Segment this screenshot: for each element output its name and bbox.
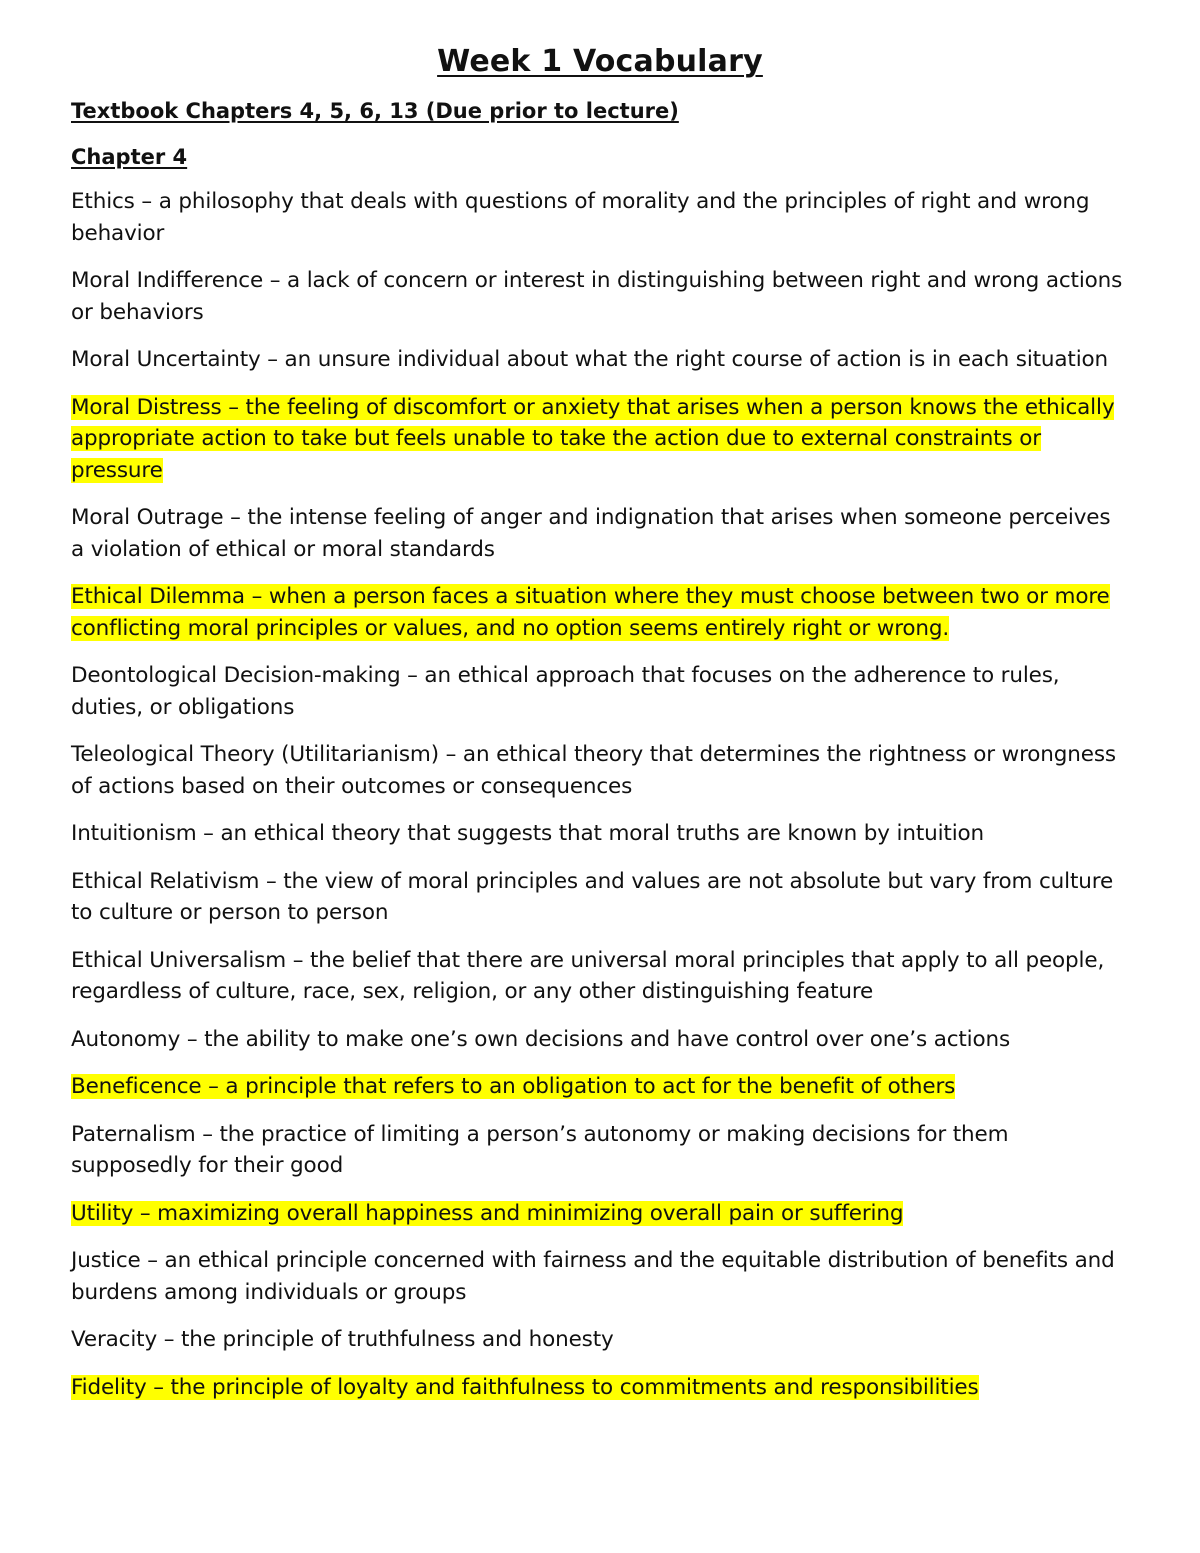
- vocabulary-list: [71, 186, 1129, 1403]
- vocabulary-entry: [71, 392, 1129, 487]
- vocabulary-entry: [71, 1324, 1129, 1356]
- vocabulary-entry: [71, 581, 1129, 644]
- entry-text: Intuitionism – an ethical theory that suggests that moral truths are known by intuition: [71, 821, 985, 846]
- document-title: Week 1 Vocabulary: [437, 44, 763, 79]
- vocabulary-entry: [71, 1071, 1129, 1103]
- vocabulary-entry: [71, 660, 1129, 723]
- vocabulary-entry: [71, 1198, 1129, 1230]
- vocabulary-entry: [71, 186, 1129, 249]
- highlighted-entry-text: Utility – maximizing overall happiness and minimizing overall pain or suffering: [71, 1200, 904, 1226]
- entry-text: Justice – an ethical principle concerned with fairness and the equitable distribution of benefits and burdens among individuals or groups: [71, 1248, 1115, 1305]
- entry-text: Veracity – the principle of truthfulness and honesty: [71, 1327, 614, 1352]
- entry-text: Autonomy – the ability to make one’s own decisions and have control over one’s actions: [71, 1026, 1011, 1052]
- vocabulary-entry: [71, 1245, 1129, 1308]
- vocabulary-entry: [71, 866, 1129, 929]
- chapter-heading: Chapter 4: [71, 145, 188, 169]
- document-subtitle: Textbook Chapters 4, 5, 6, 13 (Due prior to lecture): [71, 99, 679, 123]
- highlighted-entry-text: Ethical Dilemma – when a person faces a situation where they must choose between two or more conflicting moral principles or values, and no option seems entirely right or wrong.: [71, 584, 1110, 641]
- highlighted-entry-text: Fidelity – the principle of loyalty and faithfulness to commitments and responsibilities: [71, 1374, 979, 1400]
- entry-text: Ethics – a philosophy that deals with questions of morality and the principles of right and wrong behavior: [71, 189, 1090, 246]
- entry-text: Paternalism – the practice of limiting a person’s autonomy or making decisions for them supposedly for their good: [71, 1121, 1009, 1178]
- vocabulary-entry: [71, 344, 1129, 376]
- entry-text: Teleological Theory (Utilitarianism) – an ethical theory that determines the rightness or wrongness of actions based on their outcomes or consequences: [71, 742, 1116, 799]
- entry-text: Deontological Decision-making – an ethical approach that focuses on the adherence to rules, duties, or obligations: [71, 663, 1060, 720]
- vocabulary-entry: [71, 502, 1129, 565]
- entry-text: Moral Outrage – the intense feeling of anger and indignation that arises when someone perceives a violation of ethical or moral standards: [71, 505, 1111, 562]
- entry-text: Ethical Relativism – the view of moral principles and values are not absolute but vary from culture to culture or person to person: [71, 868, 1114, 925]
- highlighted-entry-text: Beneficence – a principle that refers to an obligation to act for the benefit of others: [71, 1074, 956, 1099]
- vocabulary-entry: [71, 265, 1129, 328]
- entry-text: Moral Indifference – a lack of concern or interest in distinguishing between right and wrong actions or behaviors: [71, 268, 1123, 325]
- document-body: [71, 40, 1129, 1419]
- vocabulary-entry: [71, 1119, 1129, 1182]
- vocabulary-entry: [71, 1024, 1129, 1056]
- entry-text: Moral Uncertainty – an unsure individual about what the right course of action is in each situation: [71, 347, 1109, 372]
- vocabulary-entry: [71, 818, 1129, 850]
- entry-text: Ethical Universalism – the belief that there are universal moral principles that apply to all people, regardless of culture, race, sex, religion, or any other distinguishing feature: [71, 947, 1105, 1004]
- highlighted-entry-text: Moral Distress – the feeling of discomfort or anxiety that arises when a person knows the ethically appropriate action to take but feels unable to take the action due to external constraints or pressure: [71, 394, 1115, 483]
- vocabulary-entry: [71, 1372, 1129, 1404]
- vocabulary-entry: [71, 945, 1129, 1008]
- vocabulary-entry: [71, 739, 1129, 802]
